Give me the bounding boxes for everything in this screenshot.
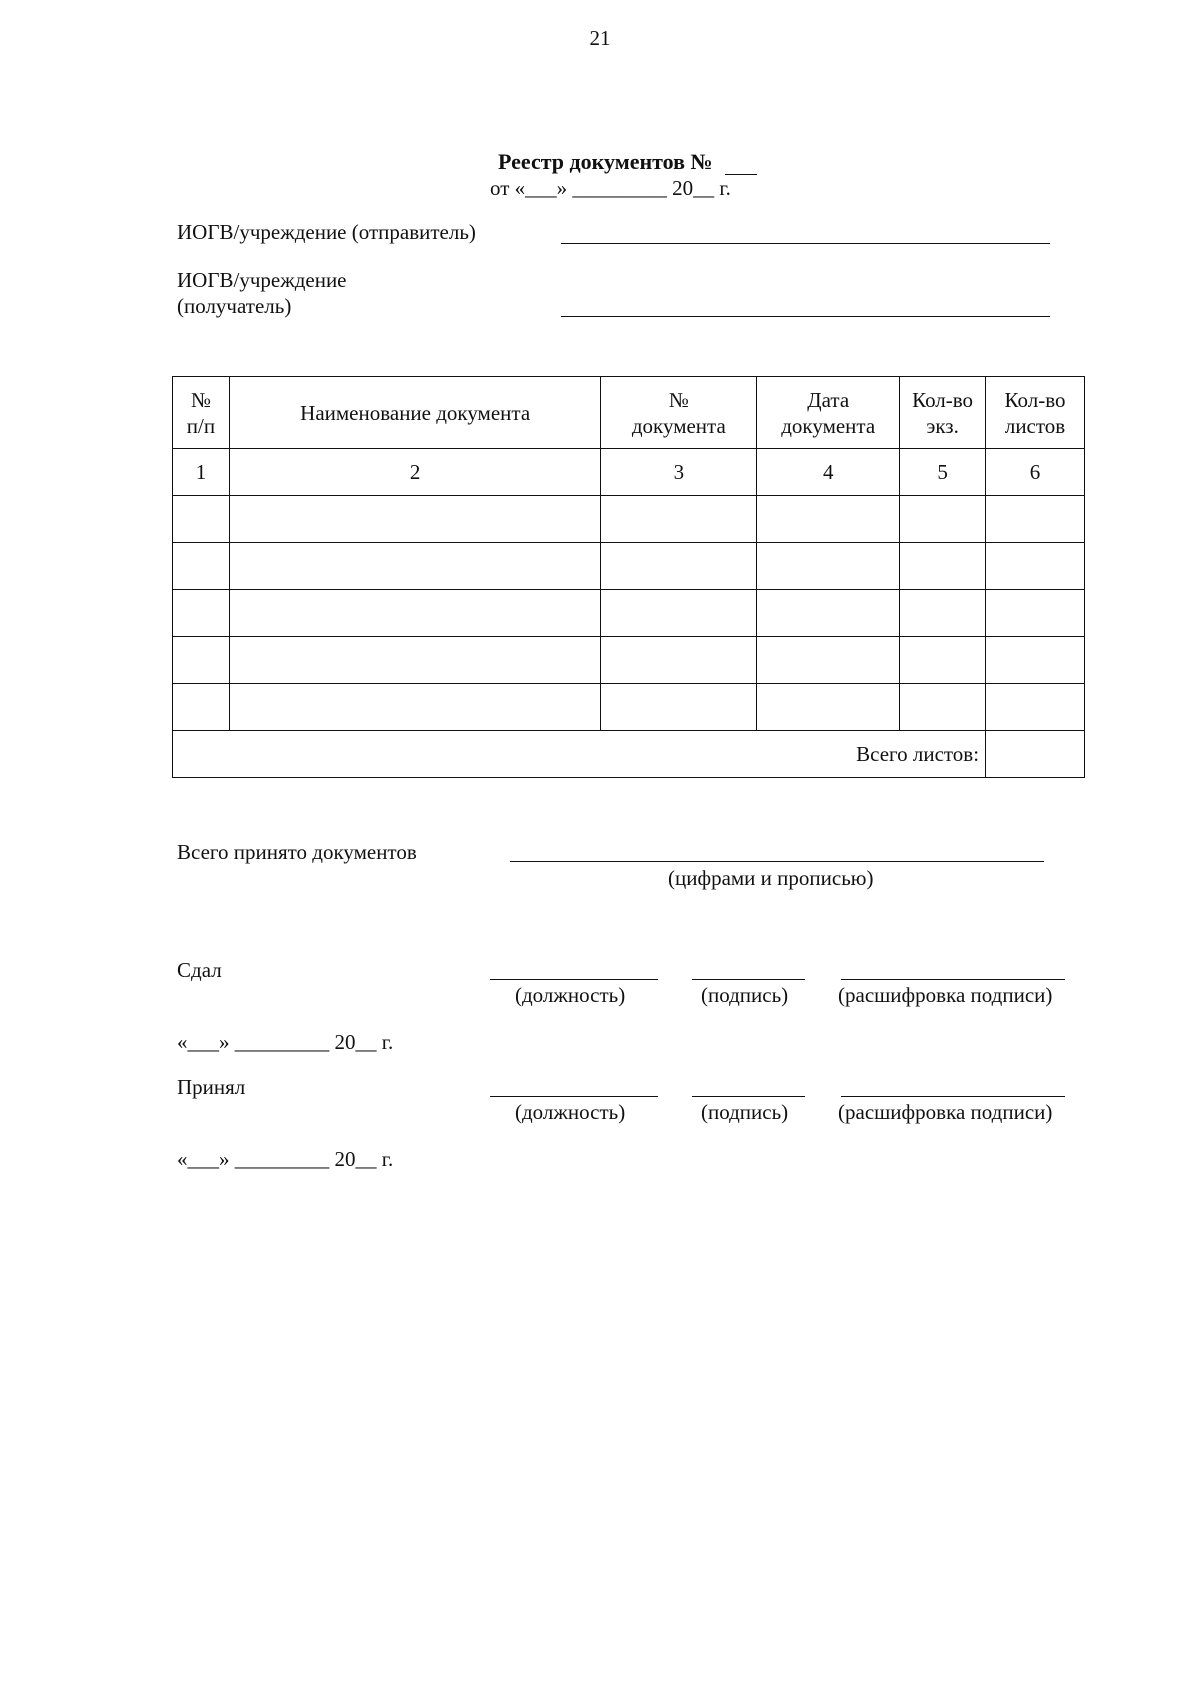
table-cell[interactable] bbox=[900, 590, 986, 637]
received-position-line[interactable] bbox=[490, 1096, 658, 1097]
receiver-label-line2: (получатель) bbox=[177, 294, 292, 318]
handed-label: Сдал bbox=[177, 958, 222, 982]
table-cell[interactable] bbox=[601, 543, 757, 590]
registry-title: Реестр документов № bbox=[498, 149, 713, 174]
table-cell[interactable] bbox=[173, 590, 230, 637]
column-header-line2: п/п bbox=[186, 413, 216, 438]
table-cell[interactable] bbox=[229, 590, 600, 637]
table-cell[interactable] bbox=[173, 637, 230, 684]
table-cell[interactable] bbox=[757, 590, 900, 637]
column-number: 6 bbox=[986, 449, 1085, 496]
handed-signature-hint: (подпись) bbox=[701, 983, 789, 1007]
table-cell[interactable] bbox=[601, 637, 757, 684]
table-cell[interactable] bbox=[757, 543, 900, 590]
table-cell[interactable] bbox=[173, 543, 230, 590]
table-cell[interactable] bbox=[757, 684, 900, 731]
registry-table bbox=[172, 376, 1085, 778]
table-cell[interactable] bbox=[601, 590, 757, 637]
table-cell[interactable] bbox=[986, 637, 1085, 684]
table-header-row bbox=[173, 377, 1085, 449]
registry-number-line[interactable] bbox=[725, 174, 757, 175]
received-signature-hint: (подпись) bbox=[701, 1100, 789, 1124]
column-header-line1: № bbox=[668, 387, 689, 412]
table-cell[interactable] bbox=[757, 496, 900, 543]
table-row bbox=[173, 543, 1085, 590]
accepted-documents-label: Всего принято документов bbox=[177, 840, 417, 864]
receiver-label-line1: ИОГВ/учреждение bbox=[177, 268, 347, 292]
handed-position-line[interactable] bbox=[490, 979, 658, 980]
table-cell[interactable] bbox=[900, 543, 986, 590]
table-cell[interactable] bbox=[986, 590, 1085, 637]
table-row bbox=[173, 637, 1085, 684]
column-header-line1: Дата bbox=[807, 387, 850, 412]
table-row bbox=[173, 684, 1085, 731]
sender-field-line[interactable] bbox=[561, 243, 1050, 244]
accepted-documents-line[interactable] bbox=[510, 861, 1044, 862]
table-cell[interactable] bbox=[601, 684, 757, 731]
table-cell[interactable] bbox=[986, 543, 1085, 590]
table-cell[interactable] bbox=[900, 496, 986, 543]
column-header-line1: Кол-во bbox=[912, 387, 974, 412]
table-cell[interactable] bbox=[229, 543, 600, 590]
table-row bbox=[173, 590, 1085, 637]
table-row bbox=[173, 496, 1085, 543]
column-header-line2: листов bbox=[1004, 413, 1066, 438]
table-cell[interactable] bbox=[900, 684, 986, 731]
page-number: 21 bbox=[589, 26, 611, 50]
handed-date-line: «___» _________ 20__ г. bbox=[177, 1030, 394, 1054]
registry-date-line: от «___» _________ 20__ г. bbox=[490, 176, 731, 200]
table-cell[interactable] bbox=[986, 684, 1085, 731]
table-cell[interactable] bbox=[173, 496, 230, 543]
column-number: 3 bbox=[601, 449, 757, 496]
table-cell[interactable] bbox=[229, 684, 600, 731]
received-date-line: «___» _________ 20__ г. bbox=[177, 1147, 394, 1171]
received-decode-line[interactable] bbox=[841, 1096, 1065, 1097]
column-header-line1: Наименование документа bbox=[300, 400, 531, 425]
column-header-line2: документа bbox=[781, 413, 876, 438]
total-sheets-cell[interactable] bbox=[986, 731, 1085, 778]
handed-decode-hint: (расшифровка подписи) bbox=[838, 983, 1053, 1007]
table-cell[interactable] bbox=[601, 496, 757, 543]
column-header-line2: документа bbox=[631, 413, 726, 438]
table-cell[interactable] bbox=[986, 496, 1085, 543]
column-number-row bbox=[173, 449, 1085, 496]
receiver-field-line[interactable] bbox=[561, 316, 1050, 317]
column-number: 4 bbox=[757, 449, 900, 496]
table-cell[interactable] bbox=[173, 684, 230, 731]
received-signature-line[interactable] bbox=[692, 1096, 805, 1097]
column-number: 5 bbox=[900, 449, 986, 496]
table-cell[interactable] bbox=[757, 637, 900, 684]
column-number: 2 bbox=[229, 449, 600, 496]
accepted-documents-hint: (цифрами и прописью) bbox=[668, 866, 874, 890]
column-header-doc-number bbox=[601, 377, 757, 449]
handed-position-hint: (должность) bbox=[515, 983, 626, 1007]
column-header-sheets bbox=[986, 377, 1085, 449]
total-sheets-label: Всего листов: bbox=[173, 731, 986, 778]
received-position-hint: (должность) bbox=[515, 1100, 626, 1124]
column-header-doc-date bbox=[757, 377, 900, 449]
sender-label: ИОГВ/учреждение (отправитель) bbox=[177, 220, 476, 244]
column-header-line1: Кол-во bbox=[1004, 387, 1066, 412]
table-cell[interactable] bbox=[900, 637, 986, 684]
column-number: 1 bbox=[173, 449, 230, 496]
received-label: Принял bbox=[177, 1075, 246, 1099]
column-header-index bbox=[173, 377, 230, 449]
column-header-line1: № bbox=[190, 387, 211, 412]
handed-decode-line[interactable] bbox=[841, 979, 1065, 980]
table-cell[interactable] bbox=[229, 637, 600, 684]
column-header-copies bbox=[900, 377, 986, 449]
received-decode-hint: (расшифровка подписи) bbox=[838, 1100, 1053, 1124]
table-cell[interactable] bbox=[229, 496, 600, 543]
column-header-name bbox=[229, 377, 600, 449]
column-header-line2: экз. bbox=[926, 413, 959, 438]
total-row bbox=[173, 731, 1085, 778]
handed-signature-line[interactable] bbox=[692, 979, 805, 980]
